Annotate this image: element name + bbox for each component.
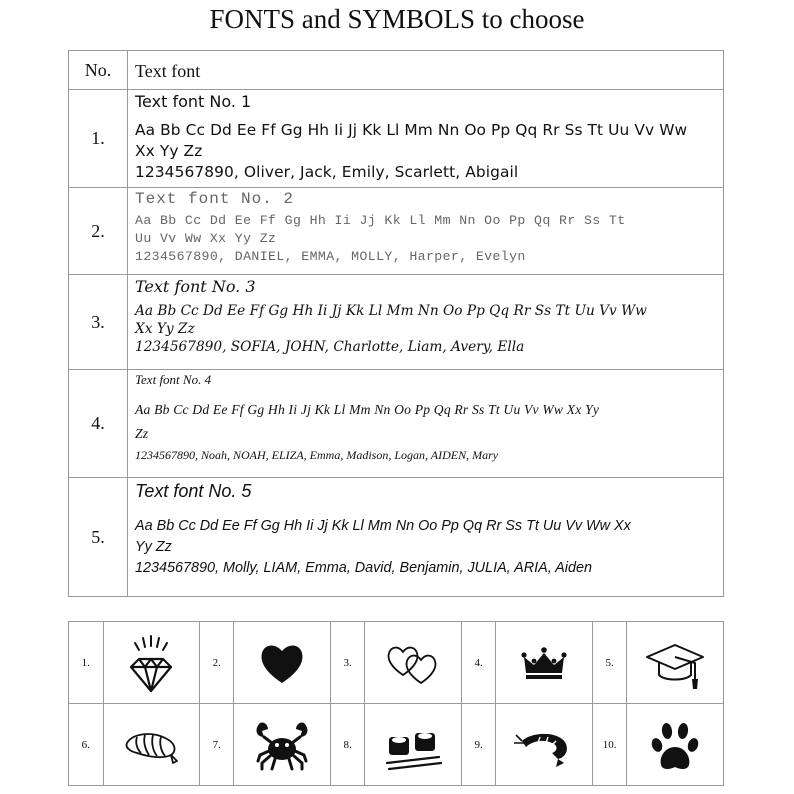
font-sample	[128, 90, 724, 188]
font-number: 4.	[69, 370, 128, 478]
font-alphabet-line-1: Aa Bb Cc Dd Ee Ff Gg Hh Ii Jj Kk Ll Mm Nn Oo Pp Qq Rr Ss Tt Uu Vv Ww Xx Yy	[135, 402, 600, 417]
symbol-option-7[interactable]	[234, 704, 330, 786]
fonts-table	[68, 50, 724, 597]
symbols-row-2	[69, 704, 724, 786]
symbol-option-9[interactable]	[496, 704, 592, 786]
font-row-1[interactable]	[69, 90, 724, 188]
font-alphabet-line-1: Aa Bb Cc Dd Ee Ff Gg Hh Ii Jj Kk Ll Mm Nn Oo Pp Qq Rr Ss Tt Uu Vv Ww	[135, 303, 647, 319]
font-number: 3.	[69, 275, 128, 370]
font-sample	[128, 188, 724, 275]
header-text-font: Text font	[128, 51, 724, 90]
font-name: Text font No. 5	[135, 481, 252, 501]
font-sample	[128, 275, 724, 370]
font-row-3[interactable]	[69, 275, 724, 370]
font-sample	[128, 370, 724, 478]
symbol-number: 4.	[461, 622, 496, 704]
font-sample-text: 1234567890, Oliver, Jack, Emily, Scarlett, Abigail	[135, 163, 519, 181]
font-alphabet-line-2: Uu Vv Ww Xx Yy Zz	[135, 231, 277, 246]
paw-icon	[643, 713, 707, 777]
font-sample	[128, 478, 724, 597]
font-sample-text: 1234567890, Molly, LIAM, Emma, David, Benjamin, JULIA, ARIA, Aiden	[135, 560, 592, 576]
diamond-icon	[119, 631, 183, 695]
double-heart-icon	[381, 631, 445, 695]
symbol-option-6[interactable]	[103, 704, 199, 786]
prawn-icon	[512, 713, 576, 777]
font-alphabet-line-2: Zz	[135, 426, 149, 441]
font-row-2[interactable]	[69, 188, 724, 275]
symbol-option-2[interactable]	[234, 622, 330, 704]
page-title: FONTS and SYMBOLS to choose	[209, 4, 585, 34]
heart-icon	[250, 631, 314, 695]
symbols-table	[68, 621, 724, 786]
fonts-header-row	[69, 51, 724, 90]
symbol-number: 3.	[330, 622, 365, 704]
symbol-option-10[interactable]	[627, 704, 724, 786]
symbol-number: 2.	[199, 622, 234, 704]
font-sample-text: 1234567890, DANIEL, EMMA, MOLLY, Harper, Evelyn	[135, 249, 526, 264]
graduation-cap-icon	[643, 631, 707, 695]
shrimp-icon	[119, 713, 183, 777]
symbol-option-1[interactable]	[103, 622, 199, 704]
font-name: Text font No. 2	[135, 190, 295, 208]
symbol-number: 6.	[69, 704, 104, 786]
font-alphabet-line-2: Yy Zz	[135, 539, 172, 555]
symbols-row-1	[69, 622, 724, 704]
symbol-number: 5.	[592, 622, 627, 704]
font-row-4[interactable]	[69, 370, 724, 478]
font-number: 2.	[69, 188, 128, 275]
symbol-number: 8.	[330, 704, 365, 786]
font-sample-text: 1234567890, Noah, NOAH, ELIZA, Emma, Madison, Logan, AIDEN, Mary	[135, 448, 499, 462]
font-alphabet-line-1: Aa Bb Cc Dd Ee Ff Gg Hh Ii Jj Kk Ll Mm Nn Oo Pp Qq Rr Ss Tt Uu Vv Ww	[135, 121, 688, 139]
font-number: 5.	[69, 478, 128, 597]
font-name: Text font No. 1	[135, 92, 252, 111]
font-alphabet-line-1: Aa Bb Cc Dd Ee Ff Gg Hh Ii Jj Kk Ll Mm Nn Oo Pp Qq Rr Ss Tt Uu Vv Ww Xx	[135, 518, 631, 534]
symbol-number: 9.	[461, 704, 496, 786]
symbol-number: 10.	[592, 704, 627, 786]
font-row-5[interactable]	[69, 478, 724, 597]
font-alphabet-line-2: Xx Yy Zz	[135, 142, 203, 160]
header-no: No.	[69, 51, 128, 90]
symbol-option-3[interactable]	[365, 622, 461, 704]
symbol-option-4[interactable]	[496, 622, 592, 704]
font-name: Text font No. 4	[135, 372, 212, 387]
symbol-number: 7.	[199, 704, 234, 786]
symbol-option-5[interactable]	[627, 622, 724, 704]
symbol-option-8[interactable]	[365, 704, 461, 786]
font-alphabet-line-1: Aa Bb Cc Dd Ee Ff Gg Hh Ii Jj Kk Ll Mm Nn Oo Pp Qq Rr Ss Tt	[135, 213, 626, 228]
symbol-number: 1.	[69, 622, 104, 704]
font-name: Text font No. 3	[135, 277, 256, 296]
crown-icon	[512, 631, 576, 695]
font-number: 1.	[69, 90, 128, 188]
font-alphabet-line-2: Xx Yy Zz	[135, 321, 195, 337]
crab-icon	[250, 713, 314, 777]
sushi-icon	[381, 713, 445, 777]
font-sample-text: 1234567890, SOFIA, JOHN, Charlotte, Liam, Avery, Ella	[135, 339, 525, 355]
